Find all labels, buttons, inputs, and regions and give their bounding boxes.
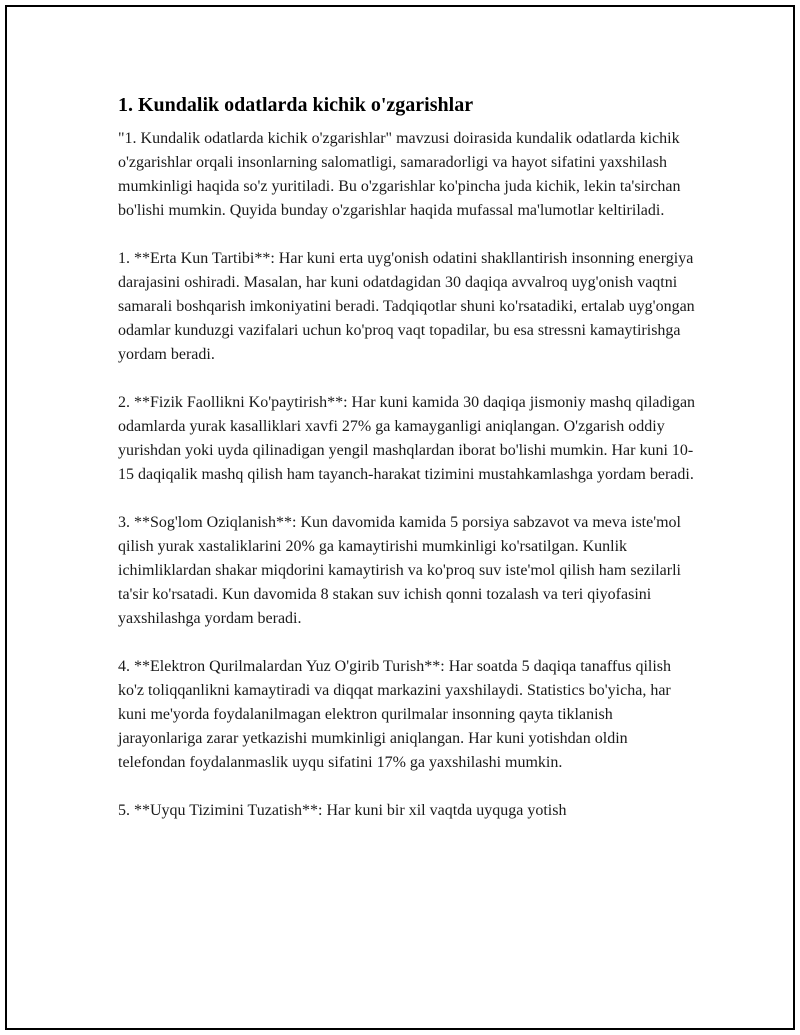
list-item: 1. **Erta Kun Tartibi**: Har kuni erta uyg'onish odatini shakllantirish insonning energiya darajasini oshiradi. Masalan, har kuni odatdagidan 30 daqiqa avvalroq uyg'onish vaqtni samarali boshqarish imkoniyatini beradi. Tadqiqotlar shuni ko'rsatadiki, ertalab uyg'ongan odamlar kunduzgi vazifalari uchun ko'proq vaqt topadilar, bu esa stressni kamaytirishga yordam beradi.: [118, 250, 695, 363]
document-body: [118, 92, 698, 847]
document-heading: 1. Kundalik odatlarda kichik o'zgarishlar: [118, 94, 474, 116]
list-item: 2. **Fizik Faollikni Ko'paytirish**: Har kuni kamida 30 daqiqa jismoniy mashq qiladigan odamlarda yurak kasalliklari xavfi 27% ga kamayganligi aniqlangan. O'zgarish oddiy yurishdan yoki uyda qilinadigan yengil mashqlardan iborat bo'lishi mumkin. Har kuni 10-15 daqiqalik mashq qilish ham tayanch-harakat tizimini mustahkamlashga yordam beradi.: [118, 394, 696, 483]
numbered-list: [118, 247, 698, 823]
intro-paragraph: "1. Kundalik odatlarda kichik o'zgarishlar" mavzusi doirasida kundalik odatlarda kichik o'zgarishlar orqali insonlarning salomatligi, samaradorligi va hayot sifatini yaxshilash mumkinligi haqida so'z yuritiladi. Bu o'zgarishlar ko'pincha juda kichik, lekin ta'sirchan bo'lishi mumkin. Quyida bunday o'zgarishlar haqida mufassal ma'lumotlar keltiriladi.: [118, 130, 681, 219]
list-item: 4. **Elektron Qurilmalardan Yuz O'girib Turish**: Har soatda 5 daqiqa tanaffus qilish ko'z toliqqanlikni kamaytiradi va diqqat markazini yaxshilaydi. Statistics bo'yicha, har kuni me'yorda foydalanilmagan elektron qurilmalar insonning qayta tiklanish jarayonlariga zarar yetkazishi mumkinligi aniqlangan. Har kuni yotishdan oldin telefondan foydalanmaslik uyqu sifatini 17% ga yaxshilashi mumkin.: [118, 658, 672, 771]
list-item: 5. **Uyqu Tizimini Tuzatish**: Har kuni bir xil vaqtda uyquga yotish: [118, 802, 567, 819]
list-item: 3. **Sog'lom Oziqlanish**: Kun davomida kamida 5 porsiya sabzavot va meva iste'mol qilish yurak xastaliklarini 20% ga kamaytirishi mumkinligi ko'rsatilgan. Kunlik ichimliklardan shakar miqdorini kamaytirish va ko'proq suv iste'mol qilish ham sezilarli ta'sir ko'rsatadi. Kun davomida 8 stakan suv ichish qonni tozalash va teri qiyofasini yaxshilashga yordam beradi.: [118, 514, 681, 627]
